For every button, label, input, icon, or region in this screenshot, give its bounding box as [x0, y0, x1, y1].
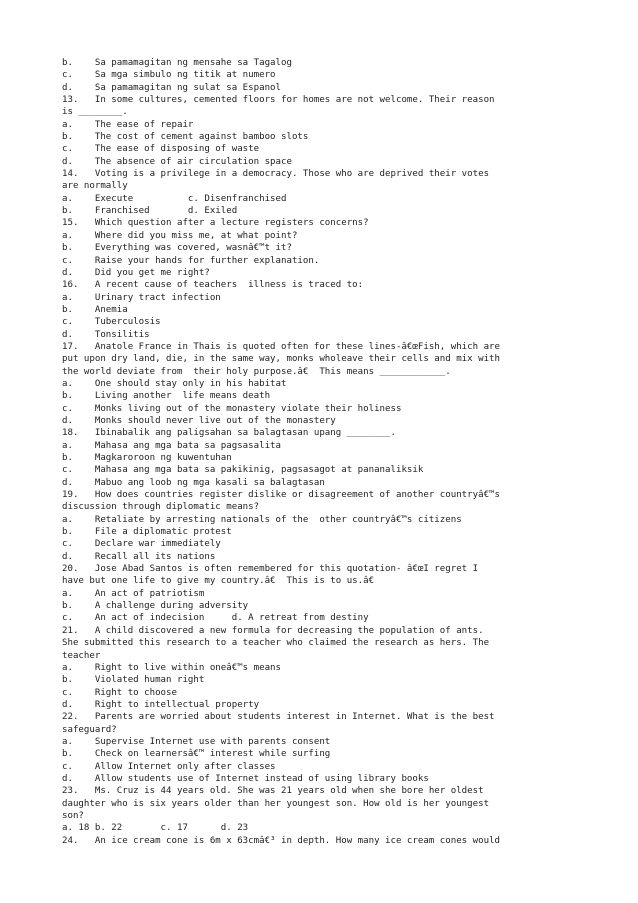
text-line: c. Declare war immediately: [62, 539, 221, 550]
text-line: a. Retaliate by arresting nationals of the other countryâ€™s citizens: [62, 514, 462, 525]
text-line: b. A challenge during adversity: [62, 601, 249, 612]
text-line: b. The cost of cement against bamboo slots: [62, 132, 309, 143]
text-line: a. Right to live within oneâ€™s means: [62, 662, 281, 673]
text-line: discussion through diplomatic means?: [62, 502, 260, 513]
text-line: d. Right to intellectual property: [62, 699, 260, 710]
text-line: b. Check on learnersâ€™ interest while surfing: [62, 749, 331, 760]
text-line: the world deviate from their holy purpose.â€ This means ____________.: [62, 366, 451, 377]
text-line: is ________.: [62, 107, 128, 118]
text-line: 13. In some cultures, cemented floors for homes are not welcome. Their reason: [62, 95, 495, 106]
text-line: b. Everything was covered, wasnâ€™t it?: [62, 243, 292, 254]
text-line: daughter who is six years older than her youngest son. How old is her youngest: [62, 798, 490, 809]
text-line: a. Urinary tract infection: [62, 292, 221, 303]
text-line: 19. How does countries register dislike or disagreement of another countryâ€™s: [62, 490, 500, 501]
text-line: c. Right to choose: [62, 687, 177, 698]
text-line: 15. Which question after a lecture registers concerns?: [62, 218, 369, 229]
text-line: b. Sa pamamagitan ng mensahe sa Tagalog: [62, 58, 292, 68]
text-line: safeguard?: [62, 724, 117, 735]
text-line: d. The absence of air circulation space: [62, 156, 292, 167]
text-line: d. Did you get me right?: [62, 267, 210, 278]
text-line: 24. An ice cream cone is 6m x 63cmâ€³ in depth. How many ice cream cones would: [62, 835, 500, 846]
text-line: 18. Ibinabalik ang paligsahan sa balagtasan upang ________.: [62, 428, 396, 439]
text-line: b. Franchised d. Exiled: [62, 206, 238, 217]
text-line: c. The ease of disposing of waste: [62, 144, 260, 155]
text-line: a. Execute c. Disenfranchised: [62, 193, 287, 204]
text-line: c. Raise your hands for further explanation.: [62, 255, 320, 266]
text-line: 22. Parents are worried about students interest in Internet. What is the best: [62, 712, 495, 723]
text-line: d. Allow students use of Internet instead of using library books: [62, 773, 429, 784]
document-text: [62, 57, 582, 847]
text-line: put upon dry land, die, in the same way, monks wholeave their cells and mix with: [62, 354, 500, 365]
text-line: b. Living another life means death: [62, 391, 271, 402]
text-line: son?: [62, 810, 84, 821]
text-line: d. Recall all its nations: [62, 551, 216, 562]
text-line: 16. A recent cause of teachers illness is traced to:: [62, 280, 364, 291]
text-line: b. File a diplomatic protest: [62, 527, 232, 538]
text-line: d. Sa pamamagitan ng sulat sa Espanol: [62, 82, 281, 93]
text-line: a. The ease of repair: [62, 119, 194, 130]
text-line: c. Monks living out of the monastery violate their holiness: [62, 403, 402, 414]
text-line: a. 18 b. 22 c. 17 d. 23: [62, 823, 249, 834]
text-line: a. Supervise Internet use with parents consent: [62, 736, 331, 747]
text-line: a. An act of patriotism: [62, 588, 205, 599]
text-line: d. Monks should never live out of the monastery: [62, 415, 336, 426]
text-line: a. Where did you miss me, at what point?: [62, 230, 298, 241]
text-line: are normally: [62, 181, 128, 192]
text-line: d. Mabuo ang loob ng mga kasali sa balagtasan: [62, 477, 325, 488]
text-line: 20. Jose Abad Santos is often remembered for this quotation- â€œI regret I: [62, 564, 479, 575]
text-line: have but one life to give my country.â€ This is to us.â€: [62, 576, 375, 587]
text-line: b. Violated human right: [62, 675, 205, 686]
text-line: c. Mahasa ang mga bata sa pakikinig, pagsasagot at pananaliksik: [62, 465, 424, 476]
text-line: 21. A child discovered a new formula for decreasing the population of ants.: [62, 625, 484, 636]
text-line: a. One should stay only in his habitat: [62, 378, 287, 389]
text-line: c. Tuberculosis: [62, 317, 161, 328]
text-line: 17. Anatole France in Thais is quoted often for these lines-â€œFish, which are: [62, 341, 500, 352]
text-line: 14. Voting is a privilege in a democracy. Those who are deprived their votes: [62, 169, 490, 180]
text-line: b. Anemia: [62, 304, 128, 315]
text-line: d. Tonsilitis: [62, 329, 150, 340]
text-line: c. An act of indecision d. A retreat from destiny: [62, 613, 369, 624]
text-line: 23. Ms. Cruz is 44 years old. She was 21 years old when she bore her oldest: [62, 786, 484, 797]
text-line: She submitted this research to a teacher who claimed the research as hers. The: [62, 638, 490, 649]
text-line: b. Magkaroroon ng kuwentuhan: [62, 453, 232, 463]
text-line: c. Sa mga simbulo ng titik at numero: [62, 70, 276, 81]
text-line: a. Mahasa ang mga bata sa pagsasalita: [62, 440, 281, 451]
text-line: c. Allow Internet only after classes: [62, 761, 276, 772]
text-line: teacher: [62, 650, 101, 661]
